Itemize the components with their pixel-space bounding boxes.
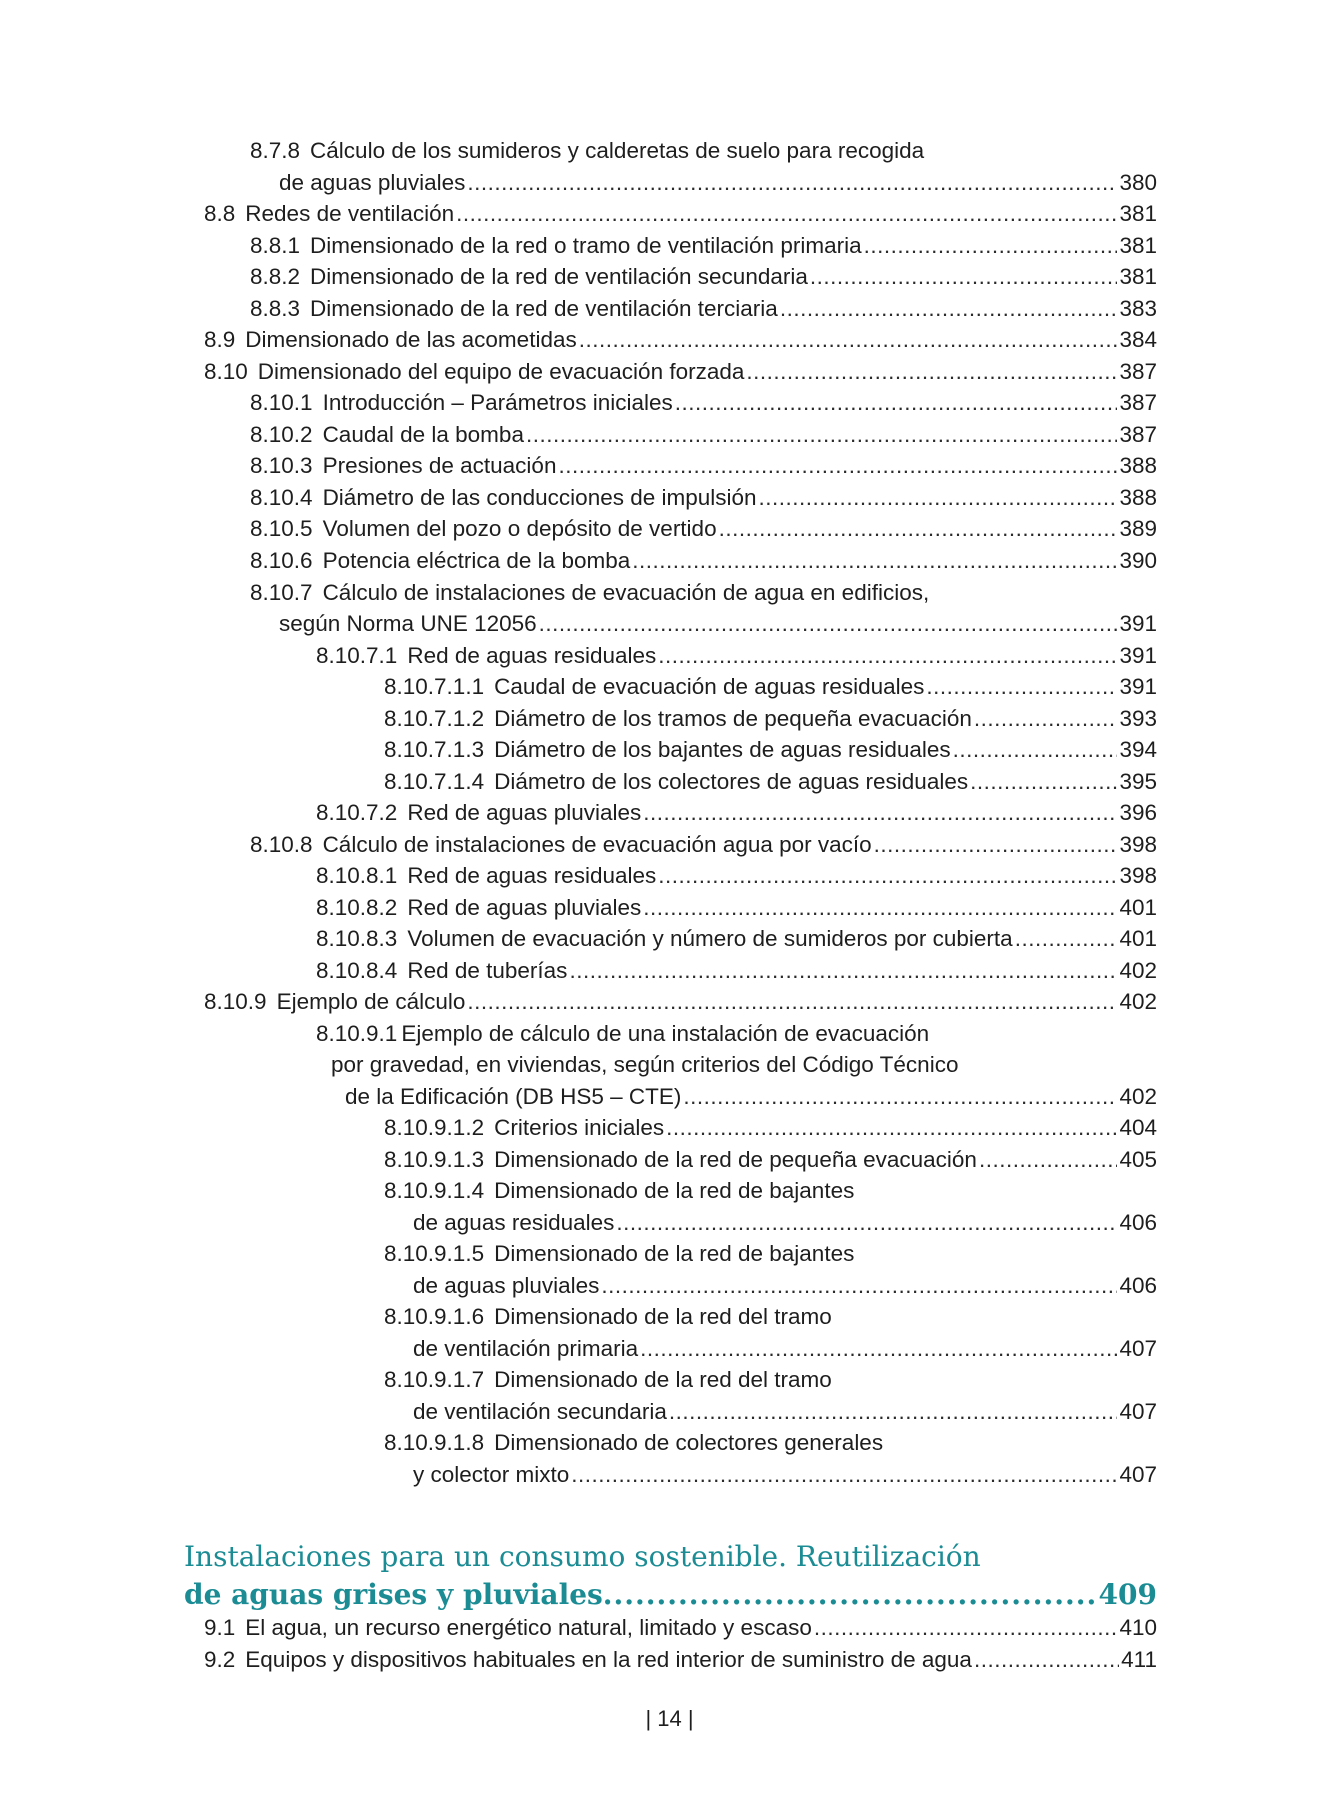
entry-number: 8.10.8 [250, 832, 313, 857]
dot-leader [669, 1396, 1118, 1428]
entry-number: 8.10.3 [250, 453, 313, 478]
entry-page: 381 [1119, 264, 1157, 289]
entry-title: Diámetro de los tramos de pequeña evacuación [494, 706, 972, 731]
entry-page: 394 [1119, 737, 1157, 762]
entry-title: Presiones de actuación [322, 453, 557, 478]
dot-leader [810, 261, 1118, 293]
entry-number: 8.10.7.1 [316, 643, 398, 668]
entry-page: 395 [1119, 769, 1157, 794]
dot-leader [1015, 923, 1118, 955]
entry-page: 389 [1119, 516, 1157, 541]
toc-entry[interactable] [316, 955, 1157, 987]
entry-number: 8.10.9.1.5 [384, 1241, 485, 1266]
entry-page: 407 [1119, 1462, 1157, 1487]
toc-entry[interactable] [204, 1612, 1157, 1644]
entry-number: 8.10.8.2 [316, 895, 398, 920]
toc-entry[interactable] [384, 1364, 832, 1396]
entry-number: 8.10.5 [250, 516, 313, 541]
dot-leader [558, 450, 1117, 482]
entry-page: 380 [1119, 170, 1157, 195]
entry-number: 8.9 [204, 327, 236, 352]
toc-entry[interactable] [316, 860, 1157, 892]
dot-leader [719, 513, 1118, 545]
toc-entry[interactable] [384, 1238, 854, 1270]
toc-entry[interactable] [204, 1644, 1157, 1676]
entry-number: 9.1 [204, 1615, 236, 1640]
toc-entry[interactable] [250, 261, 1157, 293]
entry-title: Diámetro de los bajantes de aguas residuales [494, 737, 951, 762]
entry-number: 8.8.2 [250, 264, 301, 289]
toc-entry[interactable] [316, 797, 1157, 829]
toc-entry[interactable] [250, 829, 1157, 861]
dot-leader [456, 198, 1117, 230]
toc-entry[interactable] [316, 1018, 929, 1050]
dot-leader [632, 545, 1117, 577]
dot-leader [601, 1270, 1117, 1302]
entry-number: 8.10.2 [250, 422, 313, 447]
entry-title: según Norma UNE 12056 [279, 611, 537, 636]
toc-entry[interactable] [279, 608, 1157, 640]
entry-number: 8.10.9.1.3 [384, 1147, 485, 1172]
entry-title: Dimensionado de la red de pequeña evacuación [494, 1147, 977, 1172]
toc-entry[interactable] [250, 513, 1157, 545]
dot-leader [683, 1081, 1117, 1113]
entry-number: 9.2 [204, 1647, 236, 1672]
entry-title: Ejemplo de cálculo [276, 989, 466, 1014]
dot-leader [746, 356, 1117, 388]
entry-title: Redes de ventilación [245, 201, 455, 226]
toc-entry[interactable] [204, 198, 1157, 230]
dot-leader [571, 1459, 1117, 1491]
entry-page: 387 [1119, 390, 1157, 415]
toc-entry[interactable] [316, 640, 1157, 672]
entry-number: 8.10.7.1.3 [384, 737, 485, 762]
dot-leader [658, 860, 1117, 892]
dot-leader [603, 1576, 1099, 1614]
toc-entry[interactable] [413, 1270, 1157, 1302]
entry-title: de ventilación secundaria [413, 1399, 667, 1424]
entry-number: 8.10.1 [250, 390, 313, 415]
entry-page: 402 [1119, 1084, 1157, 1109]
toc-entry[interactable] [250, 545, 1157, 577]
dot-leader [658, 640, 1117, 672]
entry-page: 404 [1119, 1115, 1157, 1140]
entry-title: Caudal de la bomba [322, 422, 524, 447]
entry-page: 396 [1119, 800, 1157, 825]
entry-number: 8.8 [204, 201, 236, 226]
entry-title: de aguas residuales [413, 1210, 615, 1235]
entry-page: 384 [1119, 327, 1157, 352]
dot-leader [974, 703, 1118, 735]
entry-title: Caudal de evacuación de aguas residuales [494, 674, 925, 699]
dot-leader [979, 1144, 1118, 1176]
entry-title: Red de aguas pluviales [407, 895, 642, 920]
entry-number: 8.10.7.1.2 [384, 706, 485, 731]
entry-title: Introducción – Parámetros iniciales [322, 390, 673, 415]
entry-number: 8.10.6 [250, 548, 313, 573]
entry-page: 406 [1119, 1273, 1157, 1298]
dot-leader [526, 419, 1118, 451]
entry-title: Dimensionado de colectores generales [494, 1430, 884, 1455]
entry-title: de ventilación primaria [413, 1336, 639, 1361]
entry-number: 8.10.9.1 [316, 1021, 398, 1046]
toc-entry[interactable] [204, 324, 1157, 356]
entry-page: 401 [1119, 895, 1157, 920]
toc-entry[interactable] [250, 293, 1157, 325]
entry-page: 411 [1121, 1647, 1157, 1672]
dot-leader [467, 167, 1117, 199]
entry-page: 405 [1119, 1147, 1157, 1172]
toc-entry[interactable] [316, 923, 1157, 955]
entry-page: 398 [1119, 832, 1157, 857]
entry-number: 8.10.9 [204, 989, 267, 1014]
chapter-title-line[interactable] [184, 1576, 1157, 1614]
dot-leader [616, 1207, 1117, 1239]
dot-leader [539, 608, 1118, 640]
entry-title: de la Edificación (DB HS5 – CTE) [345, 1084, 682, 1109]
toc-entry[interactable] [384, 703, 1157, 735]
entry-title: Cálculo de instalaciones de evacuación de agua en edificios, [322, 580, 930, 605]
toc-entry[interactable] [250, 135, 924, 167]
toc-entry[interactable] [413, 1207, 1157, 1239]
entry-number: 8.10 [204, 359, 248, 384]
toc-entry[interactable] [413, 1396, 1157, 1428]
entry-page: 381 [1119, 201, 1157, 226]
entry-title: Dimensionado de la red del tramo [494, 1304, 832, 1329]
entry-title: El agua, un recurso energético natural, limitado y escaso [245, 1615, 812, 1640]
entry-title: Ejemplo de cálculo de una instalación de evacuación [401, 1021, 930, 1046]
toc-entry[interactable] [384, 1144, 1157, 1176]
entry-number: 8.10.8.3 [316, 926, 398, 951]
entry-title: Diámetro de las conducciones de impulsión [322, 485, 757, 510]
entry-page: 393 [1119, 706, 1157, 731]
entry-title: Red de tuberías [407, 958, 568, 983]
entry-page: 387 [1119, 359, 1157, 384]
entry-title: Red de aguas residuales [407, 643, 657, 668]
entry-title: Dimensionado de la red de bajantes [494, 1241, 855, 1266]
toc-entry[interactable] [250, 419, 1157, 451]
entry-number: 8.8.1 [250, 233, 301, 258]
entry-title: Volumen del pozo o depósito de vertido [322, 516, 717, 541]
entry-page: 402 [1119, 989, 1157, 1014]
entry-title: por gravedad, en viviendas, según criterios del Código Técnico [331, 1052, 959, 1077]
toc-entry[interactable] [413, 1333, 1157, 1365]
entry-number: 8.10.9.1.7 [384, 1367, 485, 1392]
entry-number: 8.10.8.4 [316, 958, 398, 983]
entry-title: Equipos y dispositivos habituales en la red interior de suministro de agua [245, 1647, 972, 1672]
dot-leader [467, 986, 1117, 1018]
entry-title: Dimensionado de las acometidas [245, 327, 577, 352]
entry-title: de aguas pluviales [279, 170, 466, 195]
entry-title: y colector mixto [413, 1462, 570, 1487]
entry-number: 8.10.4 [250, 485, 313, 510]
dot-leader [974, 1644, 1119, 1676]
entry-title: Dimensionado de la red o tramo de ventilación primaria [310, 233, 862, 258]
entry-page: 381 [1119, 233, 1157, 258]
entry-number: 8.7.8 [250, 138, 301, 163]
entry-title: Cálculo de los sumideros y calderetas de suelo para recogida [310, 138, 925, 163]
dot-leader [569, 955, 1117, 987]
entry-title: Dimensionado del equipo de evacuación forzada [257, 359, 745, 384]
entry-page: 391 [1119, 643, 1157, 668]
toc-entry[interactable] [250, 387, 1157, 419]
entry-page: 388 [1119, 453, 1157, 478]
toc-entry[interactable] [279, 167, 1157, 199]
entry-title: Dimensionado de la red de ventilación terciaria [310, 296, 778, 321]
entry-page: 407 [1119, 1336, 1157, 1361]
dot-leader [874, 829, 1118, 861]
entry-number: 8.10.7.1.1 [384, 674, 485, 699]
toc-entry[interactable] [250, 230, 1157, 262]
entry-number: 8.10.9.1.6 [384, 1304, 485, 1329]
dot-leader [864, 230, 1118, 262]
entry-page: 391 [1119, 611, 1157, 636]
dot-leader [926, 671, 1117, 703]
entry-number: 8.10.9.1.4 [384, 1178, 485, 1203]
entry-page: 410 [1119, 1615, 1157, 1640]
toc-entry[interactable] [250, 577, 929, 609]
entry-title: Dimensionado de la red de bajantes [494, 1178, 855, 1203]
toc-entry[interactable] [384, 734, 1157, 766]
dot-leader [643, 892, 1117, 924]
toc-entry[interactable] [316, 892, 1157, 924]
entry-number: 8.10.9.1.8 [384, 1430, 485, 1455]
dot-leader [970, 766, 1117, 798]
toc-entry[interactable] [384, 1112, 1157, 1144]
entry-number: 8.10.9.1.2 [384, 1115, 485, 1140]
entry-page: 406 [1119, 1210, 1157, 1235]
entry-title: Red de aguas pluviales [407, 800, 642, 825]
toc-entry[interactable] [384, 671, 1157, 703]
entry-title: Diámetro de los colectores de aguas residuales [494, 769, 969, 794]
dot-leader [780, 293, 1118, 325]
entry-title: Potencia eléctrica de la bomba [322, 548, 631, 573]
dot-leader [666, 1112, 1117, 1144]
toc-entry[interactable] [384, 1427, 883, 1459]
entry-page: 407 [1119, 1399, 1157, 1424]
chapter-title: Instalaciones para un consumo sostenible. Reutilización [184, 1540, 981, 1573]
dot-leader [643, 797, 1117, 829]
toc-entry[interactable] [413, 1459, 1157, 1491]
toc-entry[interactable] [384, 766, 1157, 798]
entry-title: Dimensionado de la red del tramo [494, 1367, 832, 1392]
toc-entry[interactable] [250, 450, 1157, 482]
entry-title: Cálculo de instalaciones de evacuación agua por vacío [322, 832, 872, 857]
entry-number: 8.10.7.2 [316, 800, 398, 825]
dot-leader [759, 482, 1118, 514]
entry-page: 383 [1119, 296, 1157, 321]
entry-page: 388 [1119, 485, 1157, 510]
dot-leader [953, 734, 1118, 766]
entry-page: 387 [1119, 422, 1157, 447]
dot-leader [579, 324, 1118, 356]
entry-number: 8.10.7.1.4 [384, 769, 485, 794]
entry-title: de aguas pluviales [413, 1273, 600, 1298]
toc-entry[interactable] [250, 482, 1157, 514]
toc-entry[interactable] [331, 1049, 958, 1081]
chapter-title: de aguas grises y pluviales [184, 1578, 603, 1611]
chapter-title-line[interactable] [184, 1538, 1157, 1576]
page-number: | 14 | [645, 1706, 694, 1731]
entry-title: Volumen de evacuación y número de sumideros por cubierta [407, 926, 1013, 951]
entry-title: Criterios iniciales [494, 1115, 665, 1140]
toc-entry[interactable] [384, 1175, 854, 1207]
entry-number: 8.10.7 [250, 580, 313, 605]
toc-entry[interactable] [345, 1081, 1157, 1113]
entry-page: 391 [1119, 674, 1157, 699]
toc-entry[interactable] [384, 1301, 832, 1333]
entry-page: 401 [1119, 926, 1157, 951]
toc-entry[interactable] [204, 986, 1157, 1018]
entry-page: 398 [1119, 863, 1157, 888]
toc-entry[interactable] [204, 356, 1157, 388]
entry-page: 390 [1119, 548, 1157, 573]
entry-title: Dimensionado de la red de ventilación secundaria [310, 264, 808, 289]
chapter-page: 409 [1098, 1578, 1157, 1611]
entry-page: 402 [1119, 958, 1157, 983]
entry-number: 8.8.3 [250, 296, 301, 321]
entry-number: 8.10.8.1 [316, 863, 398, 888]
entry-title: Red de aguas residuales [407, 863, 657, 888]
dot-leader [814, 1612, 1118, 1644]
dot-leader [640, 1333, 1117, 1365]
dot-leader [675, 387, 1118, 419]
